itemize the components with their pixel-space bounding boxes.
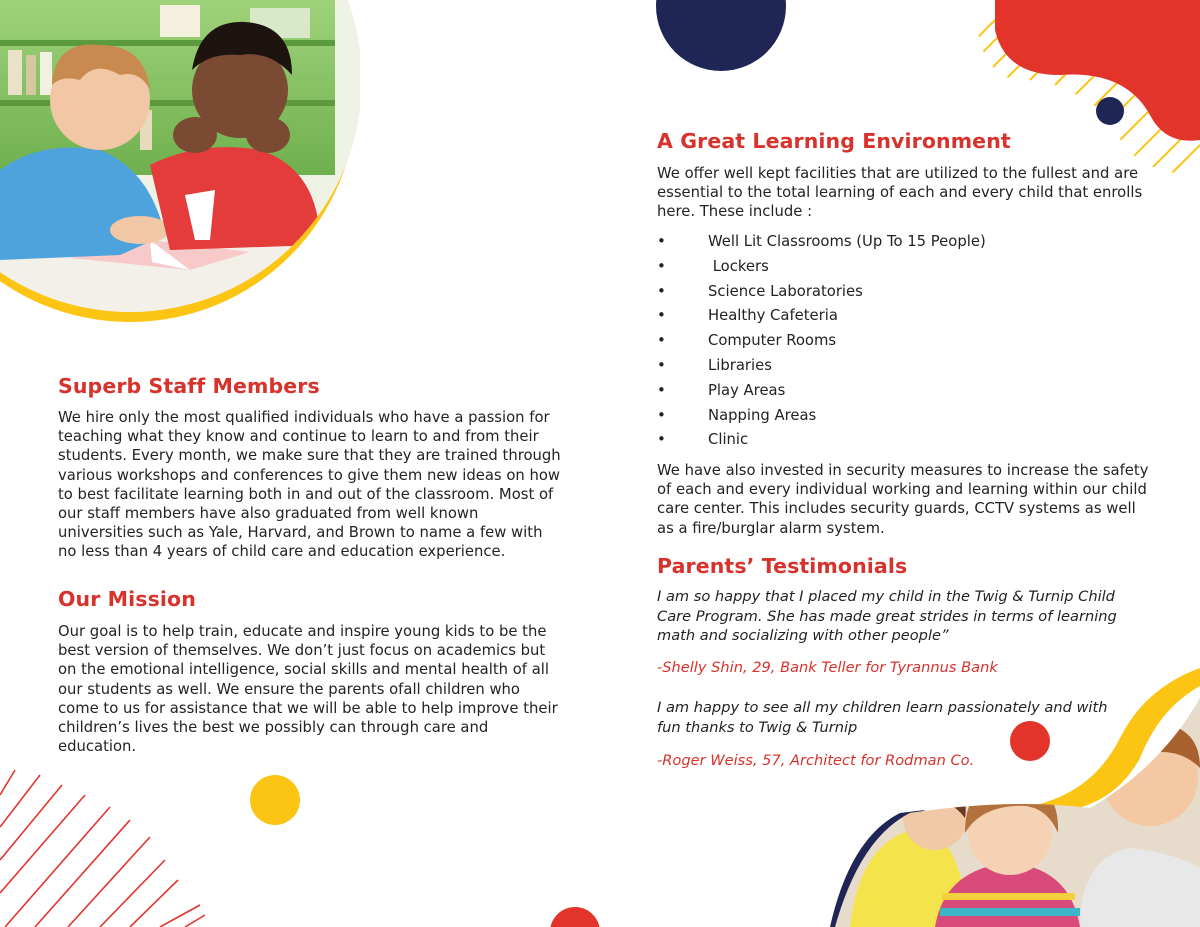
list-item [657, 257, 1147, 282]
facility-label: Clinic [708, 431, 749, 449]
facility-label: Well Lit Classrooms (Up To 15 People) [708, 233, 986, 250]
list-item [657, 282, 1147, 307]
bullet-icon: • [657, 380, 666, 399]
list-item [657, 306, 1147, 331]
bullet-icon: • [657, 331, 666, 350]
facility-label: Science Laboratories [708, 282, 863, 300]
red-half-circle-bottom [550, 905, 602, 927]
list-item [657, 406, 1147, 431]
facility-label: Computer Rooms [708, 332, 837, 350]
environment-intro: We offer well kept facilities that are utilized to the fullest and are essential to the total learning of each and every child that enrolls here. These include : [657, 165, 1143, 221]
staff-paragraph: We hire only the most qualified individuals who have a passion for teaching what they know and continue to learn to and from their students. Every month, we make sure that they are trained through various workshops and conferences to give them new ideas on how to best facilitate learning both in and out of the classroom. Most of our staff members have also graduated from well known universities such as Yale, Harvard, and Brown to name a few with no less than 4 years of child care and education experience. [58, 409, 561, 561]
bullet-icon: • [657, 355, 666, 374]
bullet-icon: • [657, 256, 666, 275]
testimonials-heading: Parents’ Testimonials [657, 554, 908, 578]
list-item [657, 430, 1147, 455]
bullet-icon: • [657, 232, 666, 250]
testimonial-quote-2: I am happy to see all my children learn passionately and with fun thanks to Twig & Turnip [657, 699, 1108, 736]
yellow-dot [249, 775, 301, 827]
bullet-icon: • [657, 306, 666, 325]
two-boys-reading-photo [0, 0, 360, 345]
red-hatch-bottom-left [0, 765, 205, 927]
bullet-icon: • [657, 405, 666, 424]
list-item [657, 232, 1147, 257]
environment-heading: A Great Learning Environment [657, 129, 1011, 153]
bullet-icon: • [657, 281, 666, 300]
facility-label: Libraries [708, 356, 772, 374]
facility-label: Play Areas [708, 381, 786, 399]
navy-dot-top-right [1096, 97, 1124, 125]
facilities-list [657, 232, 1147, 455]
staff-heading: Superb Staff Members [58, 374, 320, 398]
facility-label: Healthy Cafeteria [708, 307, 838, 325]
mission-heading: Our Mission [58, 587, 196, 611]
navy-circle-top [655, 0, 787, 72]
mission-paragraph: Our goal is to help train, educate and inspire young kids to be the best version of themselves. We don’t just focus on academics but on the emotional intelligence, social skills and mental health of all our students as well. We ensure the parents ofall children who come to us for assistance that we will be able to help improve their children’s lives the best we possibly can through care and education. [58, 623, 558, 756]
testimonial-quote-1: I am so happy that I placed my child in the Twig & Turnip Child Care Program. She has made great strides in terms of learning math and socializing with other people” [657, 588, 1117, 644]
facility-label: Napping Areas [708, 406, 817, 424]
facility-label: Lockers [708, 257, 769, 275]
testimonial-author-1: -Shelly Shin, 29, Bank Teller for Tyrannus Bank [657, 659, 998, 676]
security-paragraph: We have also invested in security measures to increase the safety of each and every individual working and learning within our child care center. This includes security guards, CCTV systems as well as a fire/burglar alarm system. [657, 462, 1149, 537]
list-item [657, 356, 1147, 381]
list-item [657, 381, 1147, 406]
testimonial-author-2: -Roger Weiss, 57, Architect for Rodman Co. [657, 752, 975, 769]
list-item [657, 331, 1147, 356]
bullet-icon: • [657, 430, 666, 449]
